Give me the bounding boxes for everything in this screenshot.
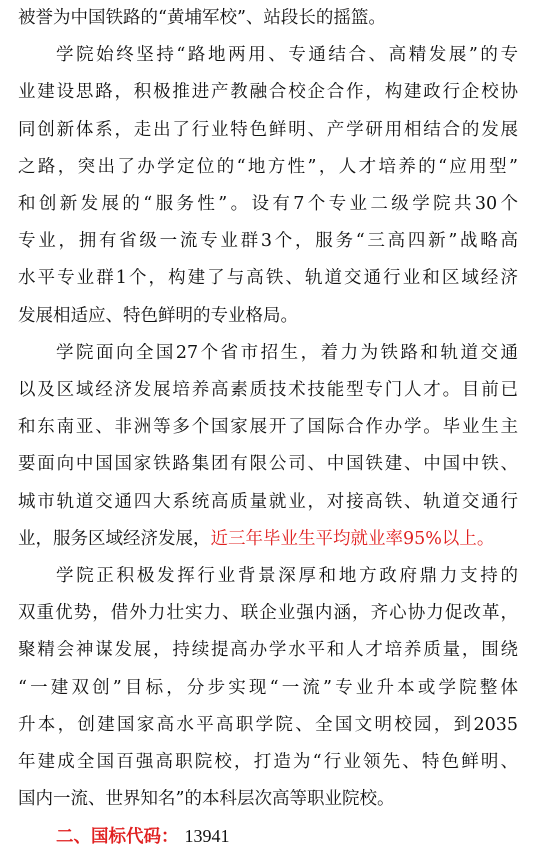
paragraph-4-line-4: “一建双创”目标，分步实现“一流”专业升本或学院整体 [18,677,518,698]
paragraph-3-line-6-text: 业，服务区域经济发展， [18,528,211,549]
paragraph-4-line-1: 学院正积极发挥行业背景深厚和地方政府鼎力支持的 [56,566,518,586]
paragraph-4-line-7: 国内一流、世界知名”的本科层次高等职业院校。 [18,789,395,810]
paragraph-2-line-7: 水平专业群1个，构建了与高铁、轨道交通行业和区域经济 [18,268,518,289]
paragraph-1-line-1: 被誉为中国铁路的“黄埔军校”、站段长的摇篮。 [18,8,386,28]
paragraph-4-line-6: 年建成全国百强高职院校，打造为“行业领先、特色鲜明、 [18,752,518,772]
paragraph-4-line-3: 聚精会神谋发展，持续提高办学水平和人才培养质量，围绕 [18,640,518,661]
paragraph-2-line-8: 发展相适应、特色鲜明的专业格局。 [18,305,298,326]
paragraph-3-line-2: 以及区域经济发展培养高素质技术技能型专门人才。目前已 [18,380,518,400]
paragraph-4-line-5: 升本，创建国家高水平高职学院、全国文明校园，到2035 [18,714,518,735]
paragraph-2-line-6: 专业，拥有省级一流专业群3个，服务“三高四新”战略高 [18,231,518,252]
paragraph-3-line-6 [18,524,494,554]
paragraph-2-line-4: 之路，突出了办学定位的“地方性”，人才培养的“应用型” [18,156,518,177]
paragraph-3-line-4: 要面向中国国家铁路集团有限公司、中国铁建、中国中铁、 [18,454,518,475]
paragraph-2-line-2: 业建设思路，积极推进产教融合校企合作，构建政行企校协 [18,82,518,103]
paragraph-2-line-3: 同创新体系，走出了行业特色鲜明、产学研用相结合的发展 [18,119,518,140]
section-heading: 二、国标代码： [56,827,179,848]
paragraph-4-line-2: 双重优势，借外力壮实力、联企业强内涵，齐心协力促改革， [18,603,518,624]
employment-rate-highlight: 近三年毕业生平均就业率95%以上。 [210,528,495,549]
paragraph-2-line-5: 和创新发展的“服务性”。设有7个专业二级学院共30个 [18,194,518,214]
paragraph-2-line-1: 学院始终坚持“路地两用、专通结合、高精发展”的专 [56,45,518,66]
section-heading-row [56,821,230,851]
national-standard-code: 13941 [184,826,230,847]
paragraph-3-line-5: 城市轨道交通四大系统高质量就业，对接高铁、轨道交通行 [18,491,518,512]
paragraph-3-line-3: 和东南亚、非洲等多个国家展开了国际合作办学。毕业生主 [18,417,518,438]
paragraph-3-line-1: 学院面向全国27个省市招生，着力为铁路和轨道交通 [56,342,518,363]
